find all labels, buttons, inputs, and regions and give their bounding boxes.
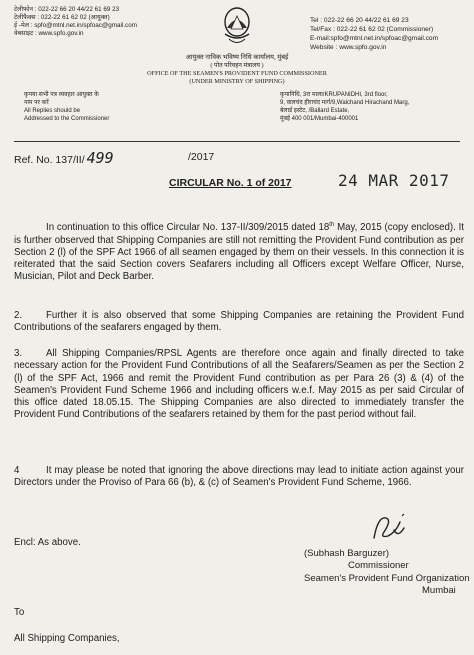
reply-line: कृपया सभी पत्र व्यवहार आयुक्त के	[24, 92, 99, 98]
org-name-hindi: आयुक्त नाविक भविष्य निधि कार्यालय, मुंबई	[185, 54, 289, 61]
contact-english-line: E-mail:spfo@mtnl.net.in/spfoac@gmail.com	[310, 35, 439, 42]
header-divider	[14, 141, 460, 142]
signatory-city: Mumbai	[422, 585, 456, 597]
paragraph-4-number: 4	[14, 465, 20, 476]
org-name-english: OFFICE OF THE SEAMEN'S PROVIDENT FUND COMMISSIONER	[147, 70, 327, 77]
date-stamp: 24 MAR 2017	[338, 171, 450, 190]
ref-year: /2017	[188, 151, 215, 163]
contact-hindi	[14, 6, 164, 38]
ministry-hindi: ( पोत परिवहन मंत्रालय )	[210, 62, 264, 69]
paragraph-4-text: It may please be noted that ignoring the above directions may lead to initiate action against your Directors under the Proviso of Para 66 (b), & (c) of Seamen's Provident Fund Scheme, 1966.	[14, 465, 464, 489]
paragraph-3	[14, 348, 464, 422]
ref-prefix: Ref. No. 137/II/	[14, 154, 85, 166]
ministry-english: (UNDER MINISTRY OF SHIPPING)	[189, 78, 285, 85]
paragraph-2-text: Further it is also observed that some Shipping Companies are retaining the Provident Fund Contributions of the seafarers engaged by them.	[14, 310, 464, 334]
contact-english-line: Website : www.spfo.gov.in	[310, 44, 387, 51]
contact-english-line: Tel : 022-22 66 20 44/22 61 69 23	[310, 17, 409, 24]
signatory-title: Commissioner	[348, 560, 409, 572]
signatory-name: (Subhash Barguzer)	[304, 548, 390, 559]
address-line: मुंबई 400 001/Mumbai-400001	[280, 116, 359, 122]
contact-hindi-line: ई -मेल : spfo@mtnl.net.in/spfoac@gmail.com	[14, 22, 137, 29]
signature-icon	[366, 508, 410, 548]
enclosure-note: Encl: As above.	[14, 537, 81, 548]
paragraph-1-text-b: May, 2015 (copy enclosed). It is further observed that Shipping Companies are still not remitting the Provident Fund contribution as per Section 2 (l) of the SPF Act 1966 of all seamen engaged by them on their vessels. In this connection it is reiterated that the said Section covers Seafarers including all Officers except Welfare Officer, Nurse, Musician, Pilot and Deck Barber.	[14, 222, 464, 283]
to-label: To	[14, 607, 25, 618]
paragraph-3-text: All Shipping Companies/RPSL Agents are therefore once again and finally directed to take necessary action for the Provident Fund Contributions of all the Seafarers/Seamen as per the Section 2 (l) of the SPF Act, 1966 and remit the Provident Fund contribution as per Para 26 (3) & (4) of the Seamen's Provident Fund Scheme 1966 and including officers w.e.f. May 2015 as per said Circular of this office dated 18.05.15. The Shipping Companies are also directed to immediately transfer the Provident Fund Contributions of the seafarers retained by them for the past period without fail.	[14, 348, 464, 421]
contact-hindi-line: टेलीफैक्स : 022-22 61 62 02 (आयुक्त)	[14, 14, 110, 21]
reply-line: Addressed to the Commissioner	[24, 116, 110, 122]
paragraph-2-number: 2.	[14, 310, 23, 321]
addressee: All Shipping Companies,	[14, 633, 120, 644]
reply-instruction	[24, 91, 154, 123]
paragraph-2	[14, 310, 464, 335]
organization-heading	[100, 54, 374, 86]
address-line: बेलार्ड इस्टेट, /Ballard Estate,	[280, 108, 350, 114]
paragraph-3-number: 3.	[14, 348, 23, 359]
ref-handwritten-number: 499	[86, 149, 114, 167]
address-line: 9, वालचंद हीराचंद मार्ग/9,Walchand Hirachand Marg,	[280, 100, 410, 106]
contact-hindi-line: वेबसाइट : www.spfo.gov.in	[14, 30, 84, 37]
contact-english-line: Tel/Fax : 022-22 61 62 02 (Commissioner)	[310, 26, 434, 33]
signature-block	[304, 548, 470, 598]
paragraph-1	[14, 219, 464, 284]
paragraph-4	[14, 465, 464, 490]
circular-title: CIRCULAR No. 1 of 2017	[169, 177, 292, 189]
spfo-emblem-icon	[220, 4, 254, 48]
signatory-org: Seamen's Provident Fund Organization	[304, 572, 470, 584]
address-line: कृपानिधि, 3रा माला/KRUPANIDHI, 3rd floor,	[280, 92, 388, 98]
reply-line: नाम पर करें	[24, 100, 49, 106]
reference-number	[14, 149, 116, 167]
reply-line: All Replies should be	[24, 108, 81, 114]
contact-english	[310, 16, 460, 52]
contact-hindi-line: टेलीफोन : 022-22 66 20 44/22 61 69 23	[14, 6, 120, 13]
paragraph-1-text-a: In continuation to this office Circular No. 137-II/309/2015 dated 18	[46, 222, 330, 234]
paragraph-1-sup: th	[329, 222, 335, 228]
office-address	[280, 91, 460, 123]
